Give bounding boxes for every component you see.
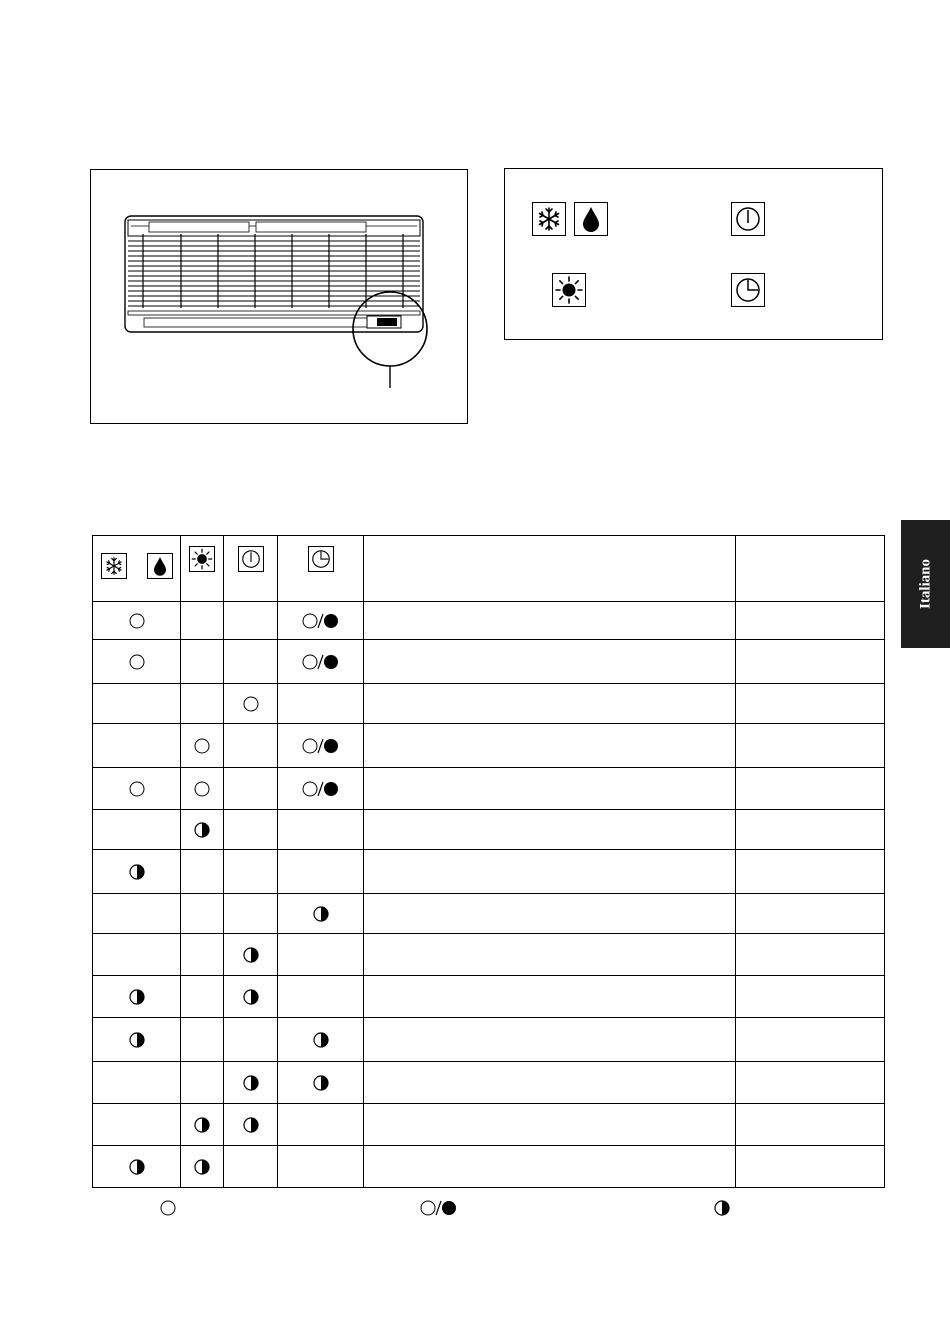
- cell-heat: [181, 768, 224, 810]
- header-power: [224, 536, 278, 602]
- indicator-on-icon: [128, 612, 146, 630]
- cell-heat: [181, 684, 224, 724]
- cell-heat: [181, 934, 224, 976]
- cell-power: [224, 1018, 278, 1062]
- cell-power: [224, 602, 278, 640]
- cell-description: [364, 1146, 736, 1188]
- indicator-blink-icon: [128, 1158, 146, 1176]
- cell-cool-dry: [93, 1104, 181, 1146]
- cell-power: [224, 1104, 278, 1146]
- legend-on: [159, 1199, 177, 1217]
- cell-cool-dry: [93, 894, 181, 934]
- table-row: [93, 976, 885, 1018]
- cell-power: [224, 976, 278, 1018]
- drop-icon: [147, 553, 173, 579]
- timer-icon: [731, 273, 765, 307]
- cell-power: [224, 850, 278, 894]
- cell-remedy: [736, 684, 885, 724]
- cell-cool-dry: [93, 850, 181, 894]
- indicator-blink-icon: [242, 1074, 260, 1092]
- table-row: [93, 1062, 885, 1104]
- cell-remedy: [736, 768, 885, 810]
- indicator-blink-icon: [128, 863, 146, 881]
- cell-timer: [278, 850, 364, 894]
- cell-power: [224, 640, 278, 684]
- indicator-blink-icon: [713, 1199, 731, 1217]
- cell-power: [224, 1146, 278, 1188]
- header-cool-dry: [93, 536, 181, 602]
- table-row: [93, 602, 885, 640]
- legend-on-off: [419, 1199, 459, 1217]
- snowflake-icon: [532, 202, 566, 236]
- cell-description: [364, 1018, 736, 1062]
- header-remedy: [736, 536, 885, 602]
- cell-heat: [181, 602, 224, 640]
- table-row: [93, 894, 885, 934]
- cell-cool-dry: [93, 602, 181, 640]
- cell-remedy: [736, 1146, 885, 1188]
- cell-timer: [278, 894, 364, 934]
- cell-remedy: [736, 810, 885, 850]
- cell-remedy: [736, 1018, 885, 1062]
- table-row: [93, 810, 885, 850]
- drop-icon: [574, 202, 608, 236]
- indicator-on-off-icon: [301, 612, 341, 630]
- sun-icon: [552, 273, 586, 307]
- indicator-blink-icon: [312, 1074, 330, 1092]
- cell-timer: [278, 724, 364, 768]
- cell-description: [364, 768, 736, 810]
- cell-description: [364, 684, 736, 724]
- cell-power: [224, 724, 278, 768]
- indicator-status-table: [92, 535, 885, 1188]
- cell-timer: [278, 602, 364, 640]
- snowflake-icon: [101, 553, 127, 579]
- table-row: [93, 640, 885, 684]
- cell-remedy: [736, 1062, 885, 1104]
- cell-description: [364, 934, 736, 976]
- cell-timer: [278, 768, 364, 810]
- cell-remedy: [736, 724, 885, 768]
- legend-blink: [713, 1199, 731, 1217]
- indicator-on-icon: [128, 653, 146, 671]
- indicator-blink-icon: [242, 1116, 260, 1134]
- cell-remedy: [736, 640, 885, 684]
- cell-heat: [181, 976, 224, 1018]
- table-row: [93, 684, 885, 724]
- table-row: [93, 1104, 885, 1146]
- cell-timer: [278, 934, 364, 976]
- table-row: [93, 850, 885, 894]
- indicator-on-icon: [242, 695, 260, 713]
- cell-heat: [181, 640, 224, 684]
- air-conditioner-icon: [91, 170, 467, 423]
- cell-remedy: [736, 850, 885, 894]
- indicator-blink-icon: [242, 946, 260, 964]
- power-icon: [238, 546, 264, 572]
- cell-description: [364, 1104, 736, 1146]
- cell-description: [364, 640, 736, 684]
- power-icon: [731, 202, 765, 236]
- cell-remedy: [736, 976, 885, 1018]
- cell-cool-dry: [93, 1062, 181, 1104]
- cell-heat: [181, 810, 224, 850]
- cell-power: [224, 684, 278, 724]
- indicator-blink-icon: [128, 1031, 146, 1049]
- indicator-on-icon: [159, 1199, 177, 1217]
- indicator-blink-icon: [128, 988, 146, 1006]
- header-heat: [181, 536, 224, 602]
- table-row: [93, 724, 885, 768]
- cell-timer: [278, 1062, 364, 1104]
- cell-description: [364, 1062, 736, 1104]
- cell-heat: [181, 850, 224, 894]
- cell-remedy: [736, 894, 885, 934]
- language-tab: [901, 520, 950, 648]
- cell-heat: [181, 1062, 224, 1104]
- cell-heat: [181, 1018, 224, 1062]
- indicator-on-off-icon: [419, 1199, 459, 1217]
- indicator-blink-icon: [193, 1158, 211, 1176]
- cell-timer: [278, 1146, 364, 1188]
- cell-description: [364, 850, 736, 894]
- header-description: [364, 536, 736, 602]
- table-header-row: [93, 536, 885, 602]
- cell-timer: [278, 684, 364, 724]
- cell-heat: [181, 1146, 224, 1188]
- cell-heat: [181, 894, 224, 934]
- indicator-blink-icon: [312, 1031, 330, 1049]
- indicator-blink-icon: [193, 821, 211, 839]
- indicator-blink-icon: [193, 1116, 211, 1134]
- cell-power: [224, 934, 278, 976]
- cell-cool-dry: [93, 768, 181, 810]
- cell-timer: [278, 1104, 364, 1146]
- cell-cool-dry: [93, 976, 181, 1018]
- indicator-on-off-icon: [301, 737, 341, 755]
- language-tab-label: Italiano: [917, 558, 933, 610]
- cell-power: [224, 810, 278, 850]
- cell-power: [224, 768, 278, 810]
- indicator-on-off-icon: [301, 653, 341, 671]
- header-timer: [278, 536, 364, 602]
- cell-description: [364, 602, 736, 640]
- table-row: [93, 1018, 885, 1062]
- cell-cool-dry: [93, 1146, 181, 1188]
- table-row: [93, 1146, 885, 1188]
- table-row: [93, 934, 885, 976]
- cell-heat: [181, 1104, 224, 1146]
- table-row: [93, 768, 885, 810]
- cell-timer: [278, 810, 364, 850]
- cell-cool-dry: [93, 684, 181, 724]
- cell-description: [364, 894, 736, 934]
- cell-cool-dry: [93, 724, 181, 768]
- cell-remedy: [736, 602, 885, 640]
- cell-description: [364, 810, 736, 850]
- cell-power: [224, 894, 278, 934]
- unit-figure: [90, 169, 468, 424]
- cell-power: [224, 1062, 278, 1104]
- cell-cool-dry: [93, 934, 181, 976]
- indicator-blink-icon: [312, 905, 330, 923]
- indicator-panel-figure: [504, 168, 883, 340]
- cell-description: [364, 724, 736, 768]
- indicator-on-off-icon: [301, 780, 341, 798]
- indicator-blink-icon: [242, 988, 260, 1006]
- cell-remedy: [736, 1104, 885, 1146]
- cell-remedy: [736, 934, 885, 976]
- sun-icon: [189, 546, 215, 572]
- cell-cool-dry: [93, 810, 181, 850]
- timer-icon: [308, 546, 334, 572]
- cell-cool-dry: [93, 1018, 181, 1062]
- cell-cool-dry: [93, 640, 181, 684]
- indicator-on-icon: [128, 780, 146, 798]
- indicator-on-icon: [193, 737, 211, 755]
- cell-timer: [278, 1018, 364, 1062]
- indicator-on-icon: [193, 780, 211, 798]
- cell-description: [364, 976, 736, 1018]
- cell-timer: [278, 640, 364, 684]
- cell-heat: [181, 724, 224, 768]
- cell-timer: [278, 976, 364, 1018]
